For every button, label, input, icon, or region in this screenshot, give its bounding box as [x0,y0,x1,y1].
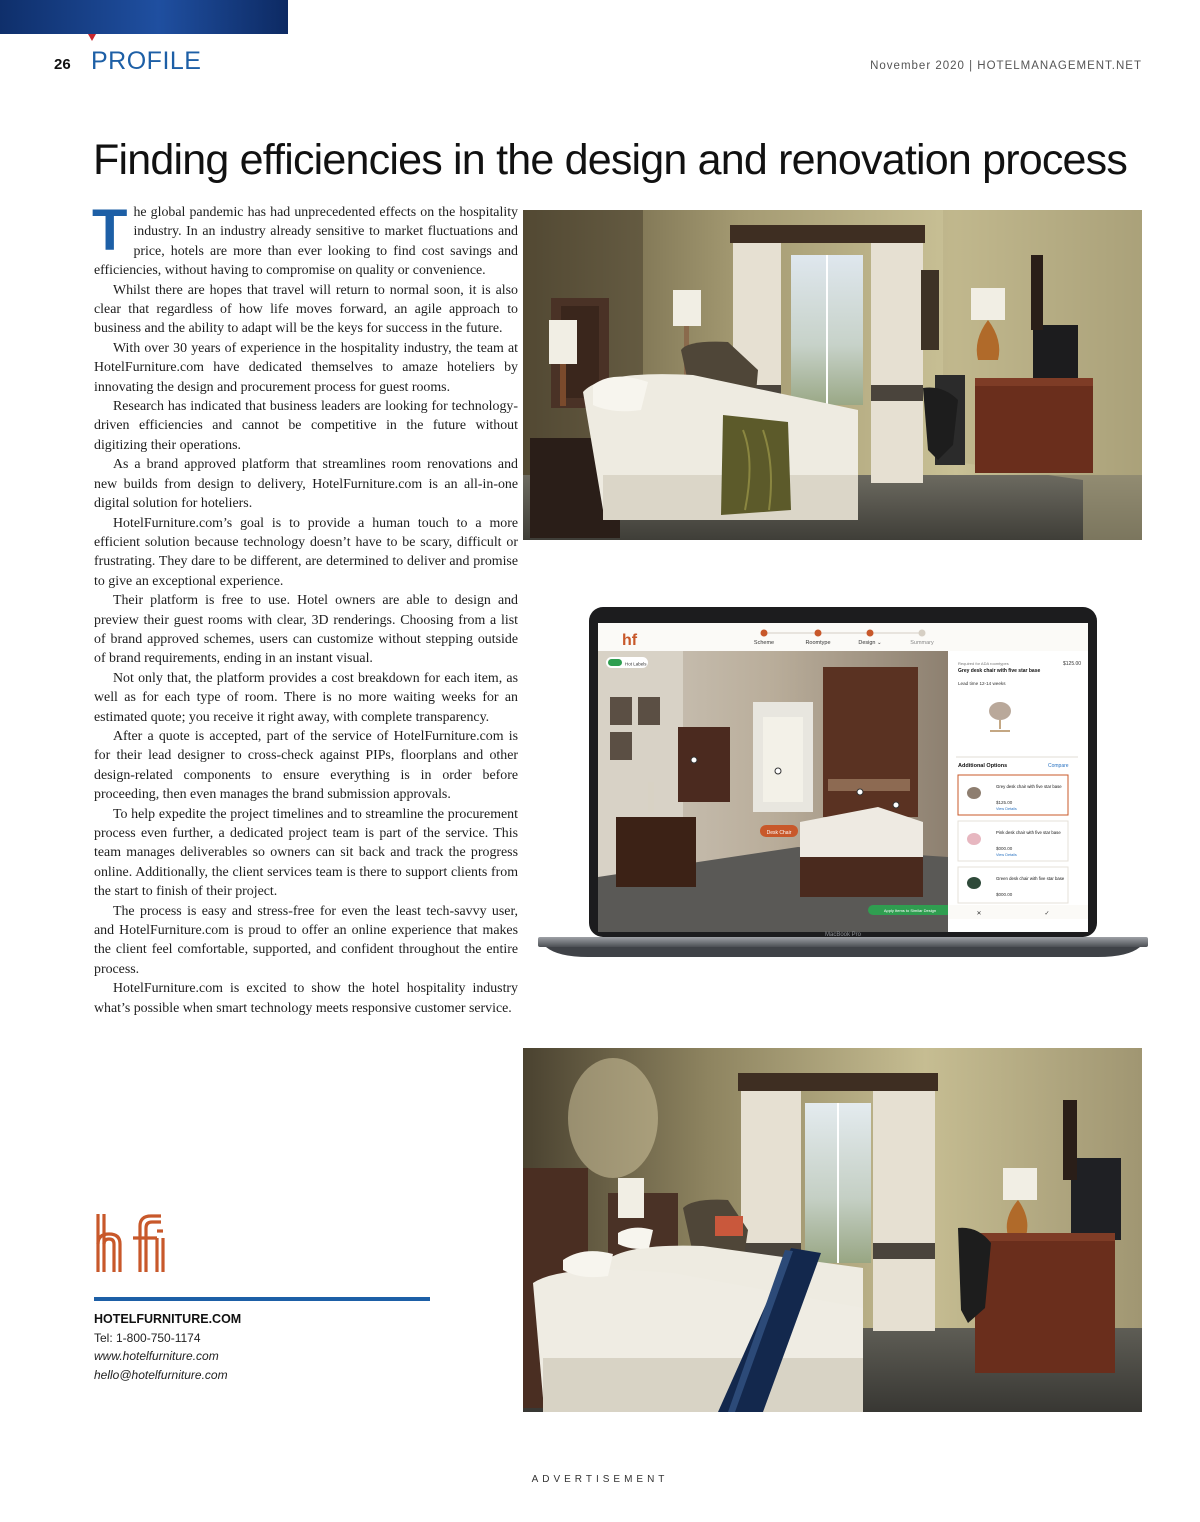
svg-text:View Details: View Details [996,807,1017,811]
svg-text:View Details: View Details [996,853,1017,857]
advertisement-label: ADVERTISEMENT [531,1474,669,1485]
step-scheme: Scheme [753,640,775,646]
svg-text:$125.00: $125.00 [1063,661,1082,667]
header-color-bar [0,0,288,34]
article-paragraph: Whilst there are hopes that travel will return to normal soon, it is also clear that regardless of how life moves forward, an agile approach to business and the ability to adapt will be the keys for success in the future. [94,282,518,337]
svg-text:Green desk chair with five sta: Green desk chair with five star base [996,876,1065,881]
svg-text:Grey desk chair with five star: Grey desk chair with five star base [958,668,1041,674]
article-paragraph: Research has indicated that business leaders are looking for technology-driven efficiencies and cannot be competitive in the future without digitizing their operations. [94,399,518,453]
article-body [92,198,518,1018]
article-paragraph: After a quote is accepted, part of the service of HotelFurniture.com is for their lead designer to cross-check against PIPs, floorplans and other design-related components to ensure everything is in order before proceeding, then even manages the brand submission approvals. [94,728,518,803]
article-paragraph: With over 30 years of experience in the hospitality industry, the team at HotelFurniture.com have dedicated themselves to amaze hoteliers by innovating the design and procurement process for guest rooms. [94,340,518,395]
article-paragraph: The global pandemic has had unprecedented effects on the hospitality industry. In an industry already sensitive to market fluctuations and price, hotels are more than ever looking to find cost savings and efficiencies, without having to compromise on quality or convenience. [92,198,518,279]
laptop-model-label: MacBook Pro [824,932,862,938]
apply-items-button: Apply Items to Similar Design [883,908,937,913]
contact-phone: Tel: 1-800-750-1174 [94,1331,201,1345]
article-paragraph: HotelFurniture.com’s goal is to provide a human touch to a more efficient solution because technology doesn’t have to be scary, difficult or frustrating. They dare to be different, are determined to deliver and promise to give an exceptional experience. [94,515,518,589]
svg-text:hf: hf [622,632,638,649]
svg-text:Pink desk chair with five star: Pink desk chair with five star base [996,830,1061,835]
contact-website[interactable]: www.hotelfurniture.com [94,1349,219,1363]
contact-email[interactable]: hello@hotelfurniture.com [94,1368,228,1382]
article-paragraph: HotelFurniture.com is excited to show the hotel hospitality industry what’s possible when smart technology meets responsive customer service. [94,981,518,1016]
cancel-icon: ✕ [976,911,982,917]
hotel-room-photo-double [523,1048,1142,1412]
headline: Finding efficiencies in the design and renovation process [93,136,1128,184]
laptop-mockup [538,607,1148,959]
drop-cap: T [92,198,128,263]
svg-text:Additional Options: Additional Options [958,763,1008,769]
article-paragraph: To help expedite the project timelines and to streamline the procurement process even further, a dedicated project team is part of the service. This team manages deliverables so owners can sit back and track the progress online. Additionally, the client services team is there to support clients from the start to finish of their project. [94,806,518,900]
hf-logo [95,1212,175,1272]
contact-divider [94,1297,430,1301]
confirm-icon: ✓ [1044,911,1050,917]
step-design: Design ⌄ [858,640,882,646]
article-paragraph: Not only that, the platform provides a cost breakdown for each item, as well as for each type of room. There is no more waiting weeks for an estimated quote; you receive it right away, with complete transparency. [94,670,518,725]
step-summary: Summary [910,640,934,646]
svg-text:$000.00: $000.00 [996,892,1013,897]
section-label: PROFILE [91,47,202,75]
svg-text:Grey desk chair with five star: Grey desk chair with five star base [996,784,1062,789]
issue-date-line: November 2020 | HOTELMANAGEMENT.NET [870,60,1142,72]
article-paragraph: As a brand approved platform that streamlines room renovations and new builds from design to delivery, HotelFurniture.com is an all-in-one digital solution for hoteliers. [94,457,518,512]
svg-text:Hot Labels: Hot Labels [625,661,647,667]
company-name: HOTELFURNITURE.COM [94,1312,242,1326]
svg-text:$000.00: $000.00 [996,846,1013,851]
step-roomtype: Roomtype [805,640,831,646]
page-number: 26 [54,56,71,73]
hot-labels-toggle[interactable] [608,659,622,666]
hotel-room-photo-king [523,210,1142,540]
svg-text:Required for ADA roomtypes: Required for ADA roomtypes [958,661,1009,666]
article-paragraph: The process is easy and stress-free for even the least tech-savvy user, and HotelFurniture.com is proud to offer an online experience that makes the client feel comfortable, supported, and confident throughout the entire process. [94,903,518,977]
article-paragraph: Their platform is free to use. Hotel owners are able to design and preview their guest rooms with clear, 3D renderings. Choosing from a list of brand approved schemes, users can customize without stepping outside of brand requirements, ending in an instant visual. [94,593,518,667]
svg-text:$125.00: $125.00 [996,800,1013,805]
svg-text:Lead time 12-14 weeks: Lead time 12-14 weeks [958,681,1006,686]
svg-text:Compare: Compare [1048,763,1069,769]
header-notch-marker [88,34,96,41]
desk-chair-tag: Desk Chair [766,830,792,836]
